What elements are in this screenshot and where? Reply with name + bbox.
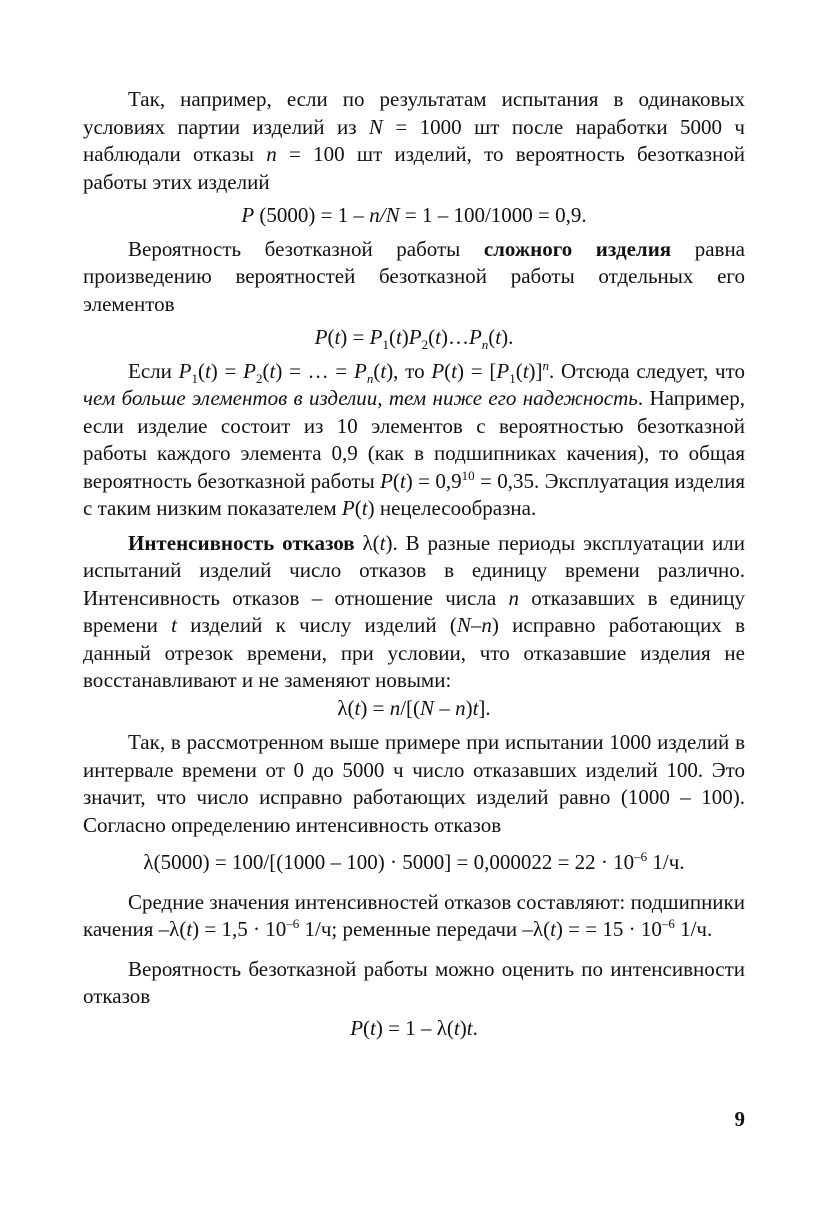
formula-product-probability: $P(t) = P_1(t)P_2(t)\dots P_n(t)$. bbox=[314, 325, 514, 353]
paragraph-example-failure-rate: Так, в рассмотренном выше примере при испытании 1000 изделий в интервале времени от 0 до 5000 ч число отказавших изделий 100. Это значит, что число исправно работающих изделий равно (1000 – 100). Согласно определению интенсивность отказов bbox=[83, 730, 745, 837]
paragraph-complex-product: Вероятность безотказной работы сложного изделия равна произведению вероятностей безотказной работы отдельных его элементов bbox=[83, 236, 746, 316]
formula-failure-rate-value: $\lambda(5000) = 100/[(1000 - 100) \cdot 5000] = 0,000022 = 22 \cdot 10^{-6}$ 1/ч. bbox=[143, 849, 685, 874]
formula-probability-from-rate: P(t) = 1 – λ(t)t. bbox=[350, 1015, 478, 1040]
paragraph-reliability-consequence: Если $P_1(t) = P_2(t)$ = … = $P_n(t)$, то $P(t) = [P_1(t)]^n$. Отсюда следует, что чем больше элементов в изделии, тем ниже его надежность. Например, если изделие состоит из 10 элементов с вероятностью безотказной работы каждого элемента 0,9 (как в подшипниках качения), то общая вероятность безотказной работы $P(t) = 0,9^{10} = 0,35$. Эксплуатация изделия с таким низким показателем P(t) нецелесообразна. bbox=[83, 357, 746, 520]
paragraph-estimate: Вероятность безотказной работы можно оценить по интенсивности отказов bbox=[83, 956, 745, 1008]
paragraph-example: Так, например, если по результатам испытания в одинаковых условиях партии изделий из N = 1000 шт после наработки 5000 ч наблюдали отказы n = 100 шт изделий, то вероятность безотказной работы этих изделий bbox=[83, 87, 745, 194]
formula-probability-example: P (5000) = 1 – n/N = 1 – 100/1000 = 0,9. bbox=[241, 203, 587, 227]
paragraph-failure-rate-definition: Интенсивность отказов λ(t). В разные периоды эксплуатации или испытаний изделий число отказов в единицу времени различно. Интенсивность отказов – отношение числа n отказавших в единицу времени t изделий к числу изделий (N–n) исправно работающих в данный отрезок времени, при условии, что отказавшие изделия не восстанавливают и не заменяют новыми: bbox=[83, 530, 746, 692]
page-number: 9 bbox=[734, 1107, 745, 1131]
page-body bbox=[83, 86, 745, 1042]
formula-failure-rate: λ(t) = n/[(N – n)t]. bbox=[337, 695, 491, 720]
paragraph-average-values: Средние значения интенсивностей отказов составляют: подшипники качения $-\lambda(t) = 1,5 \cdot 10^{-6}$ 1/ч; ременные передачи –λ(t) = = $15 \cdot 10^{-6}$ 1/ч. bbox=[83, 889, 745, 941]
